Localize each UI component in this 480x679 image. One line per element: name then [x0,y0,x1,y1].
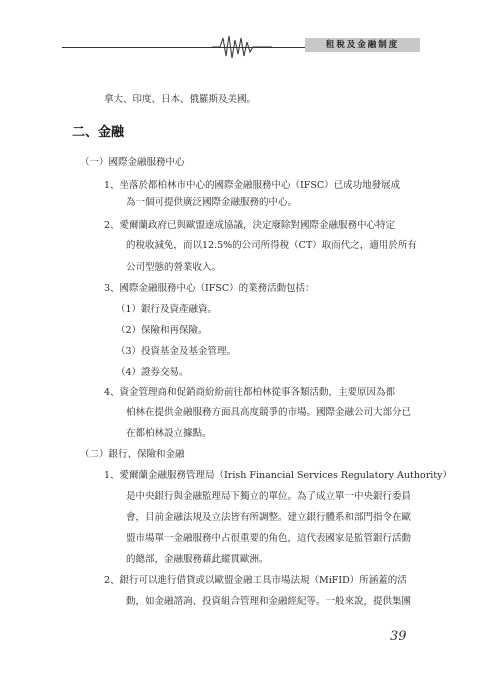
item-4-line-3: 在都柏林設立據點。 [126,428,212,439]
bank-item-1-line-5: 的總部，金融服務藉此縱貫歐洲。 [126,554,269,565]
item-2-line-1: 2、愛爾蘭政府已與歐盟達成協議，決定廢除對國際金融服務中心特定 [104,220,396,231]
bank-item-2-line-1: 2、銀行可以進行借貸或以歐盟金融工具市場法規（MiFID）所涵蓋的活 [104,575,407,586]
page-number: 39 [390,629,407,644]
bank-item-1-line-3: 會，目前金融法規及立法皆有所調整。建立銀行體系和部門指令在歐 [126,512,412,523]
item-4-line-2: 柏林在提供金融服務方面具高度競爭的市場。國際金融公司大部分已 [126,407,412,418]
item-1-line-2: 為一個可提供廣泛國際金融服務的中心。 [126,197,298,208]
bank-item-1-line-4: 盟市場單一金融服務中占很重要的角色，這代表國家是監管銀行活動 [126,533,412,544]
bank-item-1-line-1: 1、愛爾蘭金融服務管理局（Irish Financial Services Regulatory Authority） [104,470,452,481]
item-4-line-1: 4、資金管理商和促銷商紛紛前往都柏林從事各類活動，主要原因為都 [104,387,396,398]
subsection-1-heading: （一）國際金融服務中心 [80,157,185,168]
header-title: 租稅及金融制度 [305,38,420,52]
page-header [0,0,480,60]
subsection-2-heading: （二）銀行、保險和金融 [80,449,185,460]
item-2-line-3: 公司型態的營業收入。 [126,262,222,273]
item-1-line-1: 1、坐落於都柏林市中心的國際金融服務中心（IFSC）已成功地發展成 [104,180,401,191]
item-3-sub-4: （4）證券交易。 [116,367,189,378]
item-3-sub-1: （1）銀行及資產融資。 [116,304,218,315]
header-wave-icon [212,34,272,60]
bank-item-2-line-2: 動，如金融諮詢、投資組合管理和金融經紀等。一般來說，提供集團 [126,596,412,607]
bank-item-1-line-2: 是中央銀行與金融監理局下獨立的單位。為了成立單一中央銀行委員 [126,491,412,502]
item-2-line-2: 的稅收減免，而以12.5%的公司所得稅（CT）取而代之，適用於所有 [126,240,417,251]
item-3-sub-3: （3）投資基金及基金管理。 [116,346,237,357]
intro-line: 拿大、印度、日本、俄羅斯及美國。 [104,94,257,105]
section-title: 二、金融 [72,125,125,140]
item-3-line-1: 3、國際金融服務中心（IFSC）的業務活動包括： [104,283,315,294]
item-3-sub-2: （2）保險和再保險。 [116,325,208,336]
